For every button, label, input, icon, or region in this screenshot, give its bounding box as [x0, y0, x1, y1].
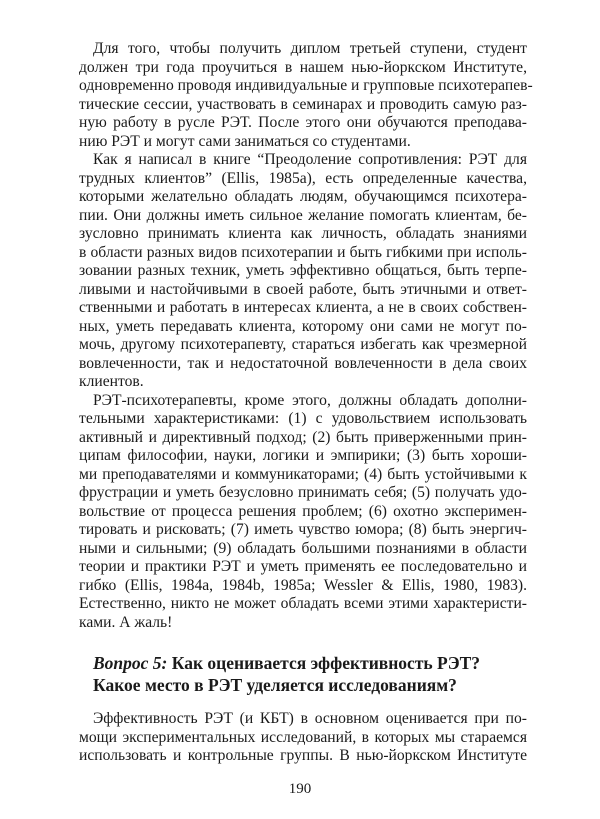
paragraph-3-line: фрустрации и уметь безусловно принимать себя; (5) получать удо- — [79, 484, 527, 501]
paragraph-4-line: Эффективность РЭТ (и КБТ) в основном оценивается при по- — [93, 710, 527, 727]
paragraph-2-line: которыми желательно обладать людям, обучающимся психотера- — [79, 188, 527, 205]
paragraph-2-line: ливыми и настойчивыми в своей работе, быть этичными и ответ- — [79, 280, 527, 298]
paragraph-1-line: должен три года проучиться в нашем нью-йоркском Институте, — [79, 58, 527, 76]
heading-line-2: Какое место в РЭТ уделяется исследованиям? — [93, 675, 457, 695]
paragraph-1-line: тические сессии, участвовать в семинарах и проводить самую раз- — [79, 95, 527, 113]
question-label: Вопрос 5: — [93, 653, 168, 673]
section-heading — [93, 652, 527, 674]
paragraph-3-line: теории и практики РЭТ и уметь применять ее последовательно и — [79, 558, 527, 575]
paragraph-3-line: активный и директивный подход; (2) быть приверженными прин- — [79, 428, 527, 446]
paragraph-2-line: вовлеченности, так и недостаточной вовлеченности в дела своих — [79, 354, 527, 372]
paragraph-2-line: трудных клиентов” (Ellis, 1985a), есть определенные качества, — [79, 169, 527, 187]
paragraph-1-line: ную работу в русле РЭТ. После этого они обучаются преподава- — [79, 114, 527, 131]
paragraph-3-line: РЭТ-психотерапевты, кроме этого, должны обладать дополни- — [93, 391, 527, 409]
paragraph-3-line: ципам философии, науки, логики и эмпирики; (3) быть хороши- — [79, 447, 527, 464]
paragraph-2-line: мочь, другому психотерапевту, стараться избегать как чрезмерной — [79, 336, 527, 353]
paragraph-3-line: Естественно, никто не может обладать всеми этими характеристи- — [79, 595, 527, 612]
paragraph-2-line: в области разных видов психотерапии и быть гибкими при исполь- — [79, 243, 527, 261]
page-number: 190 — [288, 780, 312, 797]
paragraph-3-line: тировать и рисковать; (7) иметь чувство юмора; (8) быть энергич- — [79, 521, 527, 538]
paragraph-2-line: зусловно принимать клиента как личность, обладать знаниями — [79, 225, 527, 242]
paragraph-2-line: ных, уметь передавать клиента, которому они сами не могут по- — [79, 317, 527, 335]
paragraph-3-line: вольствие от процесса решения проблем; (6) охотно эксперимен- — [79, 502, 527, 520]
paragraph-3-line: ными и сильными; (9) обладать большими познаниями в области — [79, 539, 527, 557]
paragraph-3-line: ми преподавателями и коммуникаторами; (4) быть устойчивыми к — [79, 465, 527, 483]
paragraph-1-line: одновременно проводя индивидуальные и групповые психотерапев- — [79, 77, 533, 94]
paragraph-3-line: ками. А жаль! — [79, 613, 173, 631]
paragraph-1-line: Для того, чтобы получить диплом третьей ступени, студент — [93, 40, 527, 57]
paragraph-4-line: использовать и контрольные группы. В нью-йоркском Институте — [79, 747, 527, 764]
paragraph-2-line: ственными и работать в интересах клиента, а не в своих собствен- — [79, 299, 527, 316]
heading-line-1: Как оценивается эффективность РЭТ? — [167, 653, 481, 673]
paragraph-2-line: пии. Они должны иметь сильное желание помогать клиентам, бе- — [79, 206, 527, 224]
paragraph-1-line: нию РЭТ и могут сами заниматься со студентами. — [79, 132, 411, 150]
paragraph-4-line: мощи экспериментальных исследований, в которых мы стараемся — [79, 728, 527, 746]
paragraph-3-line: тельными характеристиками: (1) с удовольствием использовать — [79, 410, 527, 427]
paragraph-2-line: Как я написал в книге “Преодоление сопротивления: РЭТ для — [93, 151, 527, 168]
paragraph-2-line: зовании разных техник, уметь эффективно общаться, быть терпе- — [79, 262, 527, 279]
paragraph-2-line: клиентов. — [79, 373, 144, 390]
paragraph-3-line: гибко (Ellis, 1984a, 1984b, 1985a; Wessler & Ellis, 1980, 1983). — [79, 576, 527, 594]
